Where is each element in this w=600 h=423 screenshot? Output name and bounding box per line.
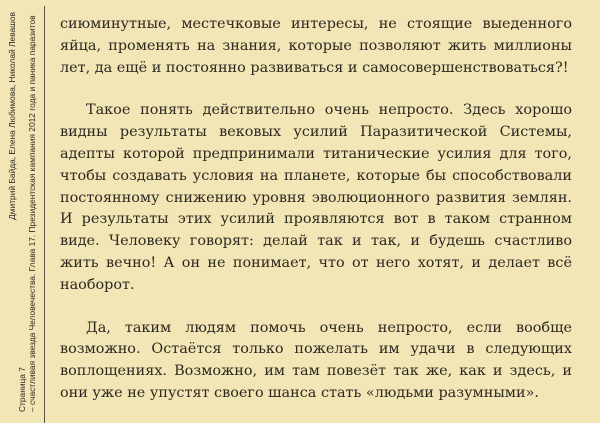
sidebar-divider <box>44 6 45 423</box>
page-body <box>60 14 572 405</box>
paragraph-1: сиюминутные, местечковые интересы, не стоящие выеденного яйца, променять на знания, которые позволяют жить миллионы лет, да ещё и постоянно развиваться и самосовершенствоваться?! <box>60 16 572 76</box>
running-header-authors: Дмитрий Байда, Елена Любимова, Николай Левашов <box>7 12 17 220</box>
running-header <box>0 0 44 423</box>
running-header-bottom-row <box>17 12 27 412</box>
running-header-chapter-row <box>27 12 37 412</box>
page-sidebar <box>0 0 60 423</box>
page-number: Страница 7 <box>17 367 27 412</box>
running-header-top-row <box>7 12 17 412</box>
running-header-chapter: – счастливая звезда Человечества. Глава 17. Президентская кампания 2012 года и паника паразитов <box>27 15 37 412</box>
paragraph-3: Да, таким людям помочь очень непросто, если вообще возможно. Остаётся только пожелать им удачи в следующих воплощениях. Возможно, им там повезёт так же, как и здесь, и они уже не упустят своего шанса стать «людьми разумными». <box>60 319 572 401</box>
paragraph-2: Такое понять действительно очень непросто. Здесь хорошо видны результаты вековых усилий Паразитической Системы, адепты которой предпринимали титанические усилия для того, чтобы создавать условия на планете, которые бы способствовали постоянному снижению уровня эволюционного развития землян. И результаты этих усилий проявляются вот в таком странном виде. Человеку говорят: делай так и так, и будешь счастливо жить вечно! А он не понимает, что от него хотят, и делает всё наоборот. <box>60 102 572 293</box>
